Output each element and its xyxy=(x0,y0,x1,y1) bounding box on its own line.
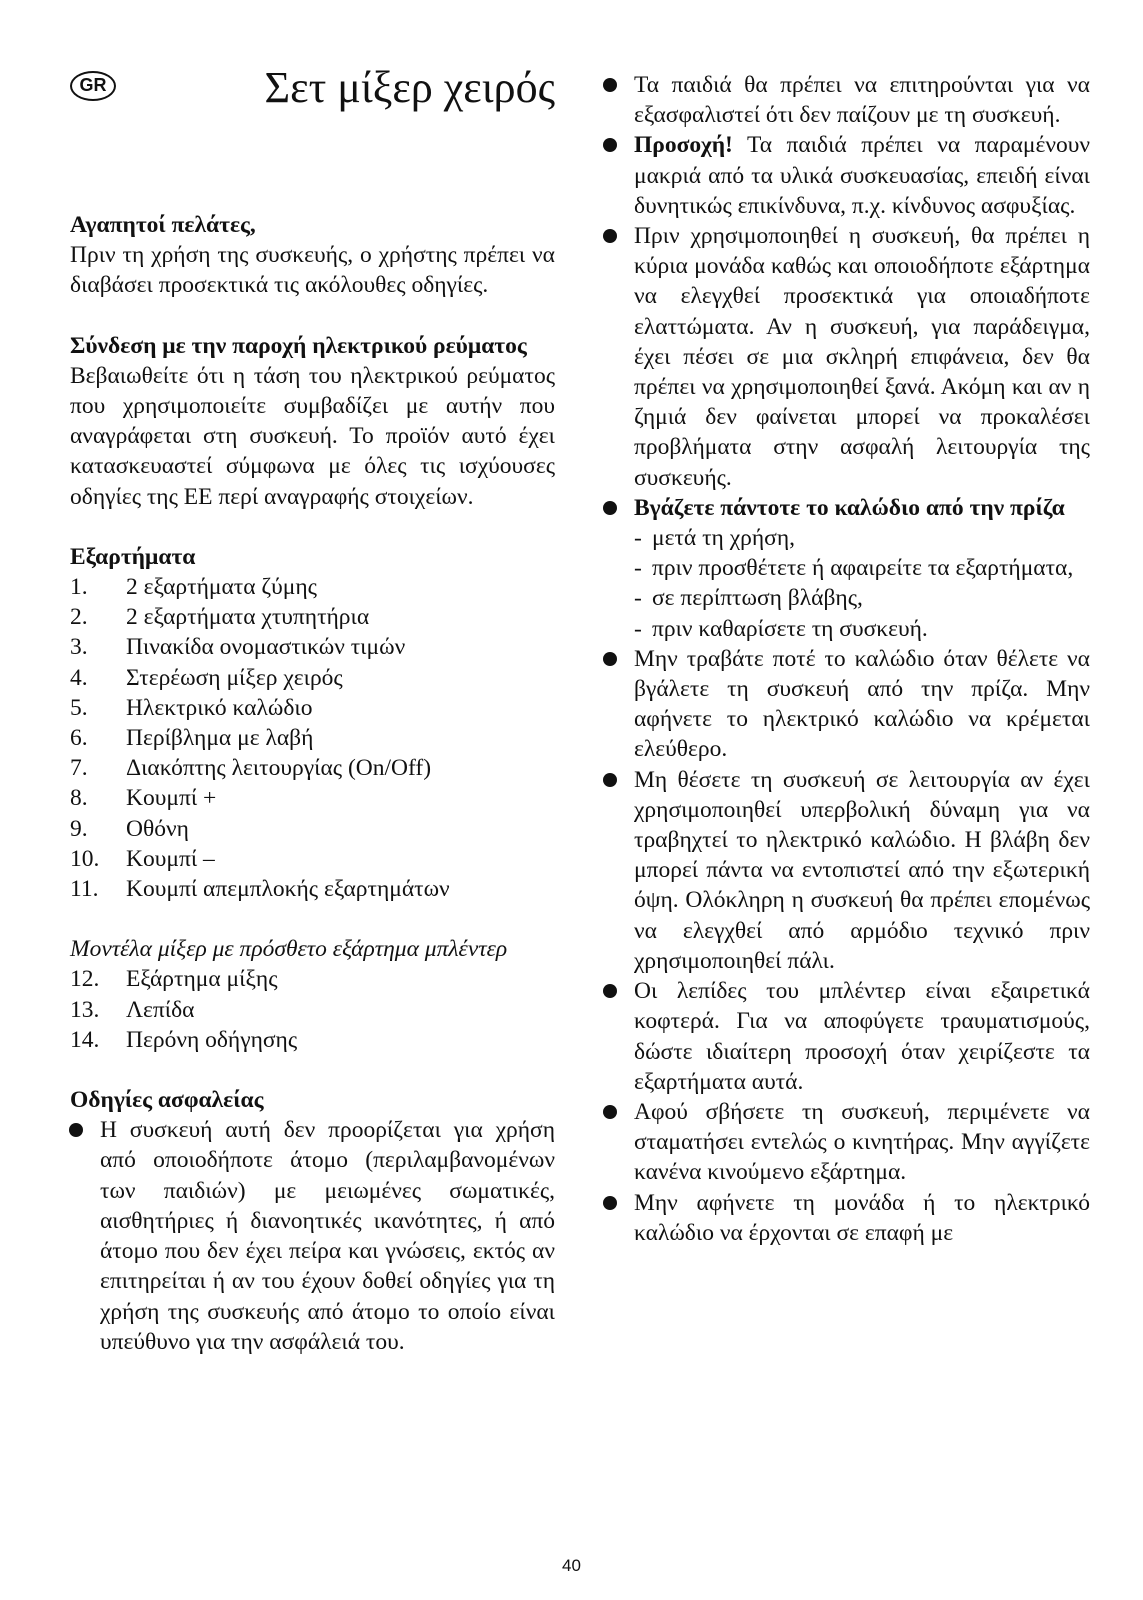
country-badge-gr: GR xyxy=(70,71,116,101)
list-item xyxy=(70,783,555,813)
item-number: 11. xyxy=(70,876,99,903)
list-item xyxy=(70,663,555,693)
safety-bullet xyxy=(604,70,1090,130)
page-number: 40 xyxy=(562,1556,581,1575)
bullet-text: Μην τραβάτε ποτέ το καλώδιο όταν θέλετε να βγάλετε τη συσκευή από την πρίζα. Μην αφήνετε το ηλεκτρικό καλώδιο να κρέμεται ελεύθερο. xyxy=(634,645,1090,763)
connection-heading: Σύνδεση με την παροχή ηλεκτρικού ρεύματος xyxy=(70,332,527,359)
caution-text: Τα παιδιά πρέπει να παραμένουν μακριά από τα υλικά συσκευασίας, επειδή είναι δυνητικώς επικίνδυνα, π.χ. κίνδυνος ασφυξίας. xyxy=(634,132,1090,219)
bullet-text xyxy=(634,130,1090,221)
item-number: 8. xyxy=(70,785,88,812)
list-item xyxy=(70,995,555,1025)
bullet-text: Οι λεπίδες του μπλέντερ είναι εξαιρετικά κοφτερά. Για να αποφύγετε τραυματισμούς, δώστε ιδιαίτερη προσοχή όταν χειρίζεστε τα εξαρτήματα αυτά. xyxy=(634,978,1090,1095)
item-number: 2. xyxy=(70,604,88,631)
list-item xyxy=(70,572,555,602)
item-text: 2 εξαρτήματα χτυπητήρια xyxy=(126,604,370,631)
item-text: Κουμπί – xyxy=(126,845,215,872)
bullet-dot-icon xyxy=(603,138,617,152)
dash-item: - σε περίπτωση βλάβης, xyxy=(604,583,1090,613)
bullet-dot-icon xyxy=(603,501,617,515)
list-item xyxy=(70,874,555,904)
safety-bullet xyxy=(604,493,1090,523)
accessories-list xyxy=(70,572,555,904)
list-item xyxy=(70,693,555,723)
safety-bullet xyxy=(604,976,1090,1097)
blender-models-heading: Μοντέλα μίξερ με πρόσθετο εξάρτημα μπλέντερ xyxy=(70,936,508,963)
dash-item: - πριν προσθέτετε ή αφαιρείτε τα εξαρτήματα, xyxy=(604,553,1090,583)
list-item xyxy=(70,964,555,994)
list-item xyxy=(70,753,555,783)
safety-bullet xyxy=(70,1115,555,1357)
bullet-text: Μη θέσετε τη συσκευή σε λειτουργία αν έχει χρησιμοποιηθεί υπερβολική δύναμη για να τραβηχτεί το ηλεκτρικό καλώδιο. Η βλάβη δεν μπορεί πάντα να εντοπιστεί από την εξωτερική όψη. Ολόκληρη η συσκευή θα πρέπει επομένως να ελεγχθεί από αρμόδιο τεχνικό πριν χρησιμοποιηθεί πάλι. xyxy=(634,766,1090,974)
safety-bullet xyxy=(604,1097,1090,1188)
bullet-text: Αφού σβήσετε τη συσκευή, περιμένετε να σταματήσει εντελώς ο κινητήρας. Μην αγγίζετε κανένα κινούμενο εξάρτημα. xyxy=(634,1098,1090,1186)
intro-text: Πριν τη χρήση της συσκευής, ο χρήστης πρέπει να διαβάσει προσεκτικά τις ακόλουθες οδηγίες. xyxy=(70,242,555,299)
bullet-dot-icon xyxy=(603,984,617,998)
item-text: Οθόνη xyxy=(126,815,189,842)
safety-bullet xyxy=(604,644,1090,765)
left-column xyxy=(70,63,555,1357)
item-text: Εξάρτημα μίξης xyxy=(126,966,278,993)
item-number: 12. xyxy=(70,966,100,993)
dash-item: - πριν καθαρίσετε τη συσκευή. xyxy=(604,614,1090,644)
item-text: 2 εξαρτήματα ζύμης xyxy=(126,574,317,601)
list-item xyxy=(70,632,555,662)
item-text: Περίβλημα με λαβή xyxy=(126,725,314,752)
bullet-dot-icon xyxy=(603,229,617,243)
bullet-text: Τα παιδιά θα πρέπει να επιτηρούνται για να εξασφαλιστεί ότι δεν παίζουν με τη συσκευή. xyxy=(634,72,1090,129)
item-text: Πινακίδα ονομαστικών τιμών xyxy=(126,634,406,661)
list-item xyxy=(70,1025,555,1055)
item-text: Κουμπί + xyxy=(126,785,217,812)
bullet-dot-icon xyxy=(603,652,617,666)
item-text: Διακόπτης λειτουργίας (On/Off) xyxy=(126,755,432,782)
page-header xyxy=(70,63,555,122)
safety-bullet xyxy=(604,221,1090,493)
bullet-text: Πριν χρησιμοποιηθεί η συσκευή, θα πρέπει η κύρια μονάδα καθώς και οποιοδήποτε εξάρτημα να ελεγχθεί προσεκτικά για οποιαδήποτε ελαττώματα. Αν η συσκευή, για παράδειγμα, έχει πέσει σε μια σκληρή επιφάνεια, δεν θα πρέπει να χρησιμοποιηθεί ξανά. Ακόμη και αν η ζημιά δεν φαίνεται μπορεί να προκαλέσει προβλήματα στην ασφαλή λειτουργία της συσκευής. xyxy=(634,223,1090,491)
item-text: Λεπίδα xyxy=(126,996,195,1023)
item-text: Στερέωση μίξερ χειρός xyxy=(126,664,343,691)
list-item xyxy=(70,814,555,844)
item-number: 1. xyxy=(70,574,88,601)
bullet-dot-icon xyxy=(603,1196,617,1210)
connection-text: Βεβαιωθείτε ότι η τάση του ηλεκτρικού ρεύματος που χρησιμοποιείτε συμβαδίζει με αυτήν που αναγράφεται στη συσκευή. Το προϊόν αυτό έχει κατασκευαστεί σύμφωνα με όλες τις ισχύουσες οδηγίες της ΕΕ περί αναγραφής στοιχείων. xyxy=(70,362,555,510)
dash-item: - μετά τη χρήση, xyxy=(604,523,1090,553)
bullet-text: Η συσκευή αυτή δεν προορίζεται για χρήση από οποιοδήποτε άτομο (περιλαμβανομένων των παιδιών) με μειωμένες σωματικές, αισθητήριες ή διανοητικές ικανότητες, ή από άτομο που δεν έχει πείρα και γνώσεις, εκτός αν επιτηρείται ή αν του έχουν δοθεί οδηγίες για τη χρήση της συσκευής από άτομο το οποίο είναι υπεύθυνο για την ασφάλειά του. xyxy=(100,1117,555,1355)
bullet-dot-icon xyxy=(603,78,617,92)
bullet-text: Βγάζετε πάντοτε το καλώδιο από την πρίζα xyxy=(634,494,1065,521)
item-text: Ηλεκτρικό καλώδιο xyxy=(126,694,313,721)
accessories-heading: Εξαρτήματα xyxy=(70,543,196,570)
bullet-dot-icon xyxy=(69,1123,83,1137)
bullet-dot-icon xyxy=(603,1105,617,1119)
safety-bullet xyxy=(604,765,1090,976)
item-number: 7. xyxy=(70,755,88,782)
item-number: 9. xyxy=(70,815,88,842)
right-column xyxy=(604,70,1090,1248)
item-number: 10. xyxy=(70,845,100,872)
item-text: Κουμπί απεμπλοκής εξαρτημάτων xyxy=(126,876,450,903)
bullet-dot-icon xyxy=(603,773,617,787)
dash-item-text: σε περίπτωση βλάβης, xyxy=(652,585,863,612)
list-item xyxy=(70,723,555,753)
dash-item-text: πριν καθαρίσετε τη συσκευή. xyxy=(652,615,928,642)
page-title: Σετ μίξερ χειρός xyxy=(264,63,555,112)
bullet-text: Μην αφήνετε τη μονάδα ή το ηλεκτρικό καλώδιο να έρχονται σε επαφή με xyxy=(634,1189,1090,1246)
safety-bullet xyxy=(604,1188,1090,1248)
item-number: 13. xyxy=(70,996,100,1023)
dash-item-text: μετά τη χρήση, xyxy=(652,525,795,552)
intro-heading: Αγαπητοί πελάτες, xyxy=(70,212,256,238)
item-number: 6. xyxy=(70,725,88,752)
item-number: 3. xyxy=(70,634,88,661)
item-text: Περόνη οδήγησης xyxy=(126,1026,298,1053)
blender-accessories-list xyxy=(70,964,555,1055)
item-number: 5. xyxy=(70,694,88,721)
list-item xyxy=(70,602,555,632)
list-item xyxy=(70,844,555,874)
caution-label: Προσοχή! xyxy=(634,132,733,159)
item-number: 14. xyxy=(70,1026,100,1053)
dash-item-text: πριν προσθέτετε ή αφαιρείτε τα εξαρτήματα, xyxy=(652,555,1074,582)
unplug-conditions-list xyxy=(604,523,1090,644)
item-number: 4. xyxy=(70,664,88,691)
safety-bullet xyxy=(604,130,1090,221)
safety-heading: Οδηγίες ασφαλείας xyxy=(70,1087,264,1114)
